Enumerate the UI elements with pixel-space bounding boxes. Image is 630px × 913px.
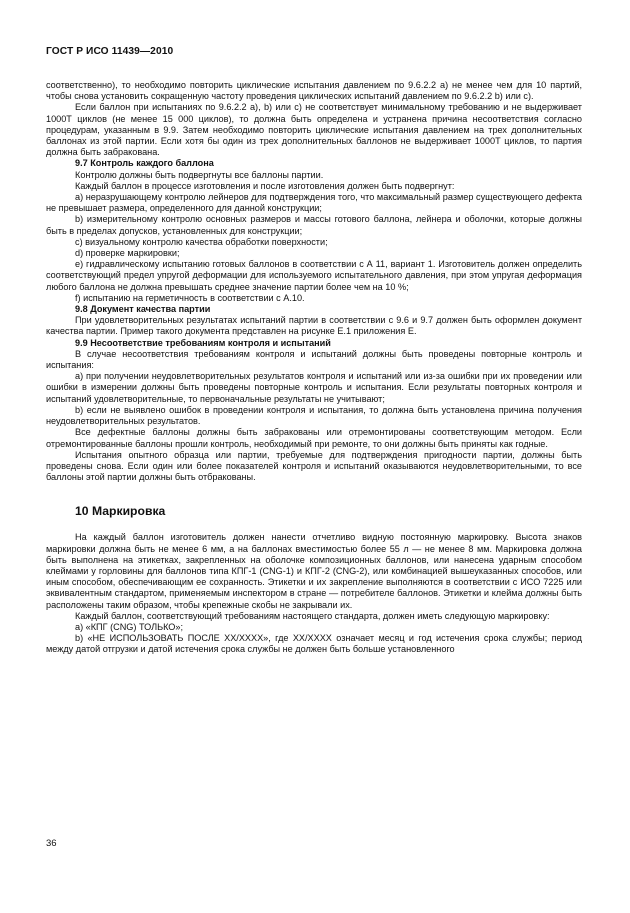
paragraph: В случае несоответствия требованиям контроля и испытаний должны быть проведены повторные контроль и испытания: (46, 348, 582, 371)
page-number: 36 (46, 838, 57, 849)
paragraph: а) неразрушающему контролю лейнеров для подтверждения того, что максимальный размер существующего дефекта не превышает размера, определенного для данной конструкции; (46, 192, 582, 214)
paragraph: а) при получении неудовлетворительных результатов контроля и испытаний или из-за ошибки при их проведении или ошибки в измерении должны быть проведены повторные контроль и испытания. Если результаты повторных контроля и испытаний удовлетворительные, то первоначальные результаты не учитывают; (46, 371, 582, 404)
paragraph: Испытания опытного образца или партии, требуемые для подтверждения пригодности партии, должны быть проведены снова. Если один или более показателей контроля и испытаний оказываются неудовлетворительными, то все баллоны этой партии должны быть отбракованы. (46, 449, 582, 483)
paragraph: b) если не выявлено ошибок в проведении контроля и испытания, то должна быть установлена причина получения неудовлетворительных результатов. (46, 404, 582, 427)
section-9-text (46, 80, 582, 483)
paragraph: Если баллон при испытаниях по 9.6.2.2 а), b) или с) не соответствует минимальному требованию и не выдерживает 1000Т циклов (не менее 15 000 циклов), то должна быть определена и устранена причина несоответствия согласно процедурам, указанным в 9.9. Затем необходимо повторить циклические испытания давлением на трех дополнительных баллонах из этой партии. Если хотя бы один из трех дополнительных баллонов не выдерживает 1000Т циклов, то партия должна быть забракована. (46, 102, 582, 158)
body-text (46, 80, 582, 656)
paragraph: е) гидравлическому испытанию готовых баллонов в соответствии с А 11, вариант 1. Изготовитель должен определить соответствующий предел упругой деформации для используемого испытательного давления, при этом упругая деформация любого баллона не должна превышать среднее значение партии более чем на 10 %; (46, 259, 582, 292)
paragraph: а) «КПГ (CNG) ТОЛЬКО»; (75, 621, 184, 632)
paragraph: d) проверке маркировки; (75, 248, 180, 259)
section-10-text (46, 532, 582, 655)
paragraph: b) измерительному контролю основных размеров и массы готового баллона, лейнера и оболочки, которые должны быть в пределах допусков, установленных для конструкции; (46, 214, 582, 236)
subsection-heading: 9.8 Документ качества партии (75, 304, 211, 315)
paragraph: На каждый баллон изготовитель должен нанести отчетливо видную постоянную маркировку. Высота знаков маркировки должна быть не менее 6 мм, а на баллонах вместимостью более 55 л — не менее 8 мм. Маркировка должна быть выполнена на этикетках, закрепленных на оболочке композиционных баллонов, или нанесена ударным способом клеймами у горловины для баллонов типа КПГ-1 (CNG-1) и КПГ-2 (CNG-2), или комбинацией вышеуказанных способов, или иным способом, обеспечивающим ее сохранность. Этикетки и их закрепление выполняются в соответствии с ИСО 7225 или эквивалентным стандартом, применяемым инспектором в стране — потребителе баллонов. Этикетки и клейма должны быть расположены таким образом, чтобы крепежные скобы не закрывали их. (46, 532, 582, 610)
paragraph: f) испытанию на герметичность в соответствии с А.10. (75, 292, 305, 303)
paragraph: Контролю должны быть подвергнуты все баллоны партии. (75, 169, 324, 180)
subsection-heading: 9.7 Контроль каждого баллона (75, 158, 214, 169)
paragraph: Каждый баллон, соответствующий требованиям настоящего стандарта, должен иметь следующую маркировку: (75, 610, 550, 621)
paragraph: b) «НЕ ИСПОЛЬЗОВАТЬ ПОСЛЕ ХХ/ХХХХ», где ХХ/ХХХХ означает месяц и год истечения срока службы; период между датой отгрузки и датой истечения срока службы не должен быть больше установленного (46, 633, 582, 655)
paragraph: с) визуальному контролю качества обработки поверхности; (75, 236, 328, 247)
paragraph: соответственно), то необходимо повторить циклические испытания давлением по 9.6.2.2 а) не менее чем для 10 партий, чтобы снова установить сокращенную частоту проведения циклических испытаний давлением по 9.6.2.2 b) или с). (46, 80, 582, 102)
subsection-heading: 9.9 Несоответствие требованиям контроля и испытаний (75, 337, 331, 348)
running-header: ГОСТ Р ИСО 11439—2010 (46, 46, 174, 57)
paragraph: При удовлетворительных результатах испытаний партии в соответствии с 9.6 и 9.7 должен быть оформлен документ качества партии. Пример такого документа представлен на рисунке Е.1 приложения Е. (46, 315, 582, 337)
section-10-heading: 10 Маркировка (75, 504, 166, 519)
paragraph: Каждый баллон в процессе изготовления и после изготовления должен быть подвергнут: (75, 180, 455, 191)
paragraph: Все дефектные баллоны должны быть забракованы или отремонтированы соответствующим методом. Если отремонтированные баллоны прошли контроль, необходимый при ремонте, то они должны быть приняты как годные. (46, 427, 582, 449)
